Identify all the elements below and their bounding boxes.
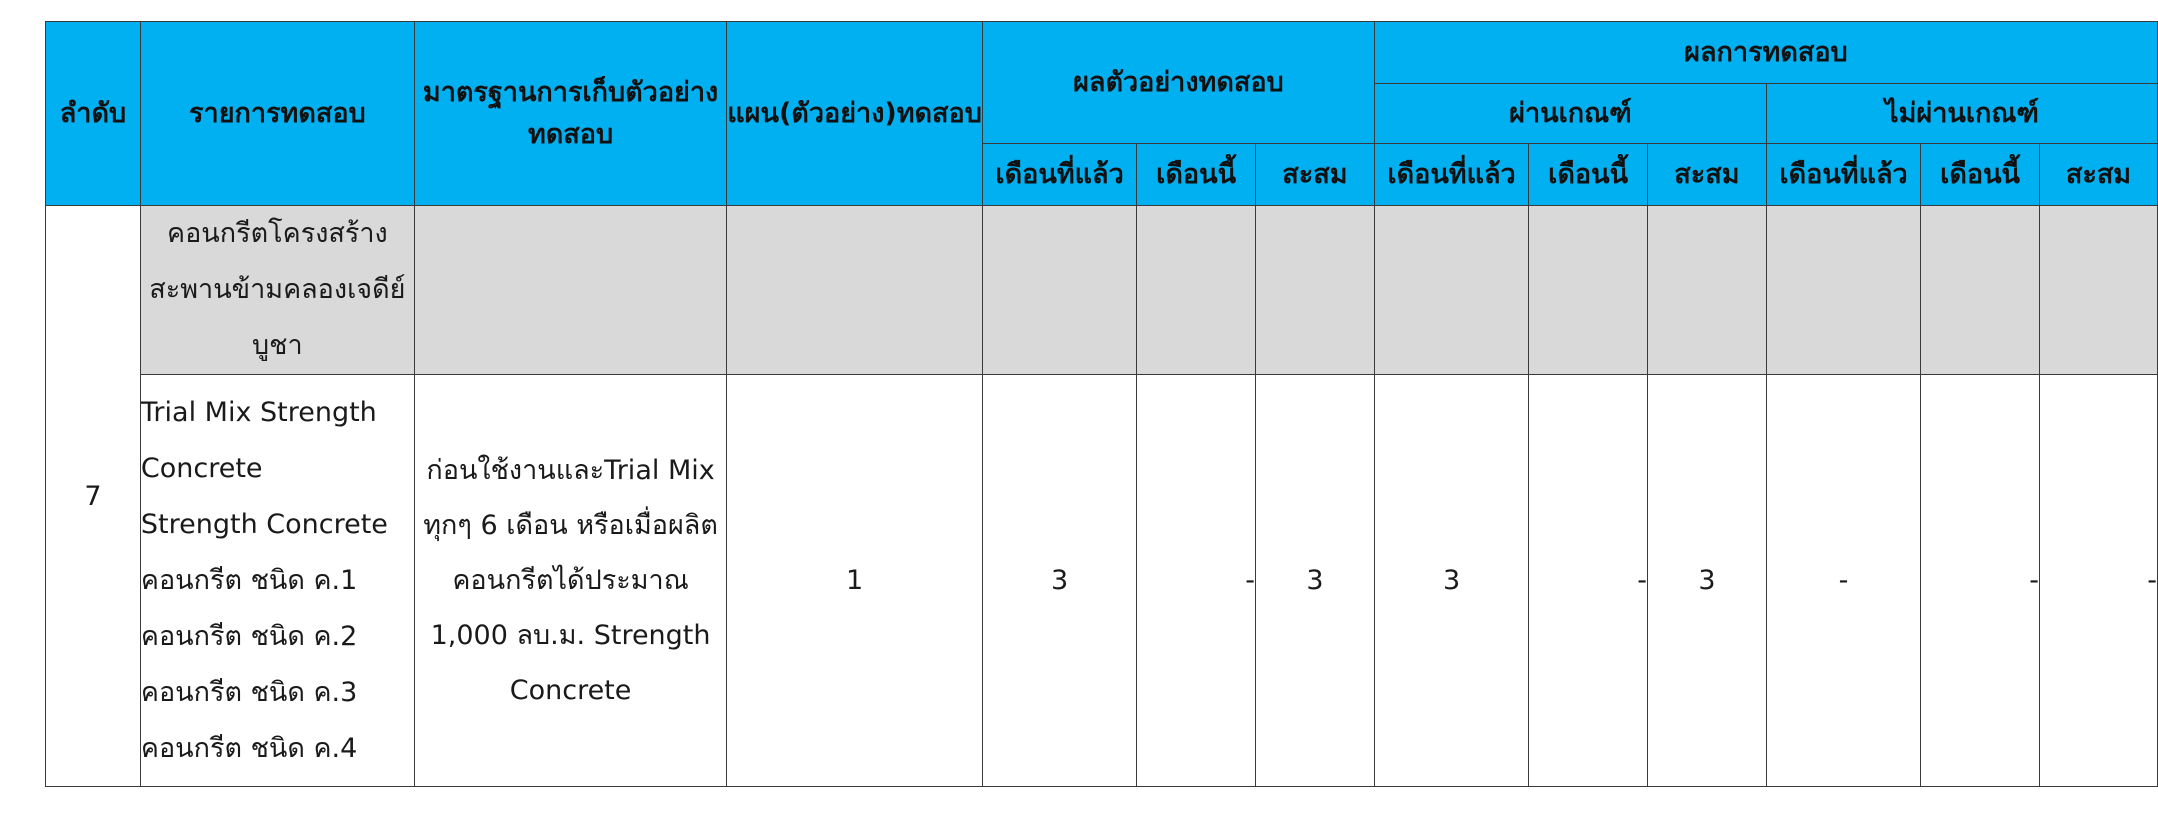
header-fail-last-month: เดือนที่แล้ว — [1766, 144, 1920, 206]
fail-cumulative-value: - — [2039, 375, 2157, 787]
fail-this-month-value: - — [1921, 375, 2040, 787]
band-cell — [1921, 206, 2040, 375]
band-cell — [1137, 206, 1256, 375]
header-test-result: ผลการทดสอบ — [1374, 22, 2157, 84]
header-seq: ลำดับ — [46, 22, 141, 206]
header-sample-cumulative: สะสม — [1255, 144, 1374, 206]
band-cell — [1647, 206, 1766, 375]
header-fail: ไม่ผ่านเกณฑ์ — [1766, 84, 2157, 144]
item-list-line: คอนกรีต ชนิด ค.2 — [140, 620, 358, 652]
row-seq: 7 — [46, 206, 141, 787]
test-results-table — [45, 21, 2158, 787]
band-cell — [1529, 206, 1648, 375]
band-cell — [1766, 206, 1920, 375]
item-title-line: บูชา — [252, 330, 303, 361]
header-pass-last-month: เดือนที่แล้ว — [1374, 144, 1528, 206]
header-plan: แผน(ตัวอย่าง)ทดสอบ — [727, 22, 983, 206]
sample-last-month-value: 3 — [982, 375, 1136, 787]
header-sample-last-month: เดือนที่แล้ว — [982, 144, 1136, 206]
item-list-line: คอนกรีต ชนิด ค.1 — [140, 564, 358, 596]
header-pass-cumulative: สะสม — [1647, 144, 1766, 206]
item-list-line: คอนกรีต ชนิด ค.3 — [140, 676, 358, 708]
pass-this-month-value: - — [1529, 375, 1648, 787]
band-cell — [982, 206, 1136, 375]
header-fail-this-month: เดือนนี้ — [1921, 144, 2040, 206]
standard-line: ทุกๆ 6 เดือน หรือเมื่อผลิต — [423, 510, 718, 541]
band-cell — [727, 206, 983, 375]
item-list-line: Strength Concrete — [140, 508, 388, 540]
sample-this-month-value: - — [1137, 375, 1256, 787]
fail-last-month-value: - — [1766, 375, 1920, 787]
plan-value: 1 — [727, 375, 983, 787]
standard-line: ก่อนใช้งานและTrial Mix — [426, 455, 715, 486]
item-list-line: คอนกรีต ชนิด ค.4 — [140, 732, 358, 764]
header-fail-cumulative: สะสม — [2039, 144, 2157, 206]
header-sample-this-month: เดือนนี้ — [1137, 144, 1256, 206]
header-item: รายการทดสอบ — [140, 22, 414, 206]
standard-line: 1,000 ลบ.ม. Strength — [430, 620, 711, 651]
band-cell — [2039, 206, 2157, 375]
header-pass: ผ่านเกณฑ์ — [1374, 84, 1766, 144]
item-title-line: สะพานข้ามคลองเจดีย์ — [149, 274, 406, 305]
band-cell — [1255, 206, 1374, 375]
item-list-line: Concrete — [140, 452, 263, 484]
header-standard: มาตรฐานการเก็บตัวอย่างทดสอบ — [414, 22, 726, 206]
item-title-line: คอนกรีตโครงสร้าง — [167, 218, 388, 249]
band-cell — [1374, 206, 1528, 375]
item-list-line: Trial Mix Strength — [140, 396, 377, 428]
sample-cumulative-value: 3 — [1255, 375, 1374, 787]
band-cell — [414, 206, 726, 375]
pass-last-month-value: 3 — [1374, 375, 1528, 787]
pass-cumulative-value: 3 — [1647, 375, 1766, 787]
standard-text — [414, 375, 726, 787]
item-title — [140, 206, 414, 375]
header-sample-result: ผลตัวอย่างทดสอบ — [982, 22, 1374, 144]
standard-line: Concrete — [509, 675, 632, 706]
header-pass-this-month: เดือนนี้ — [1529, 144, 1648, 206]
item-list — [140, 375, 414, 787]
standard-line: คอนกรีตได้ประมาณ — [452, 565, 689, 596]
